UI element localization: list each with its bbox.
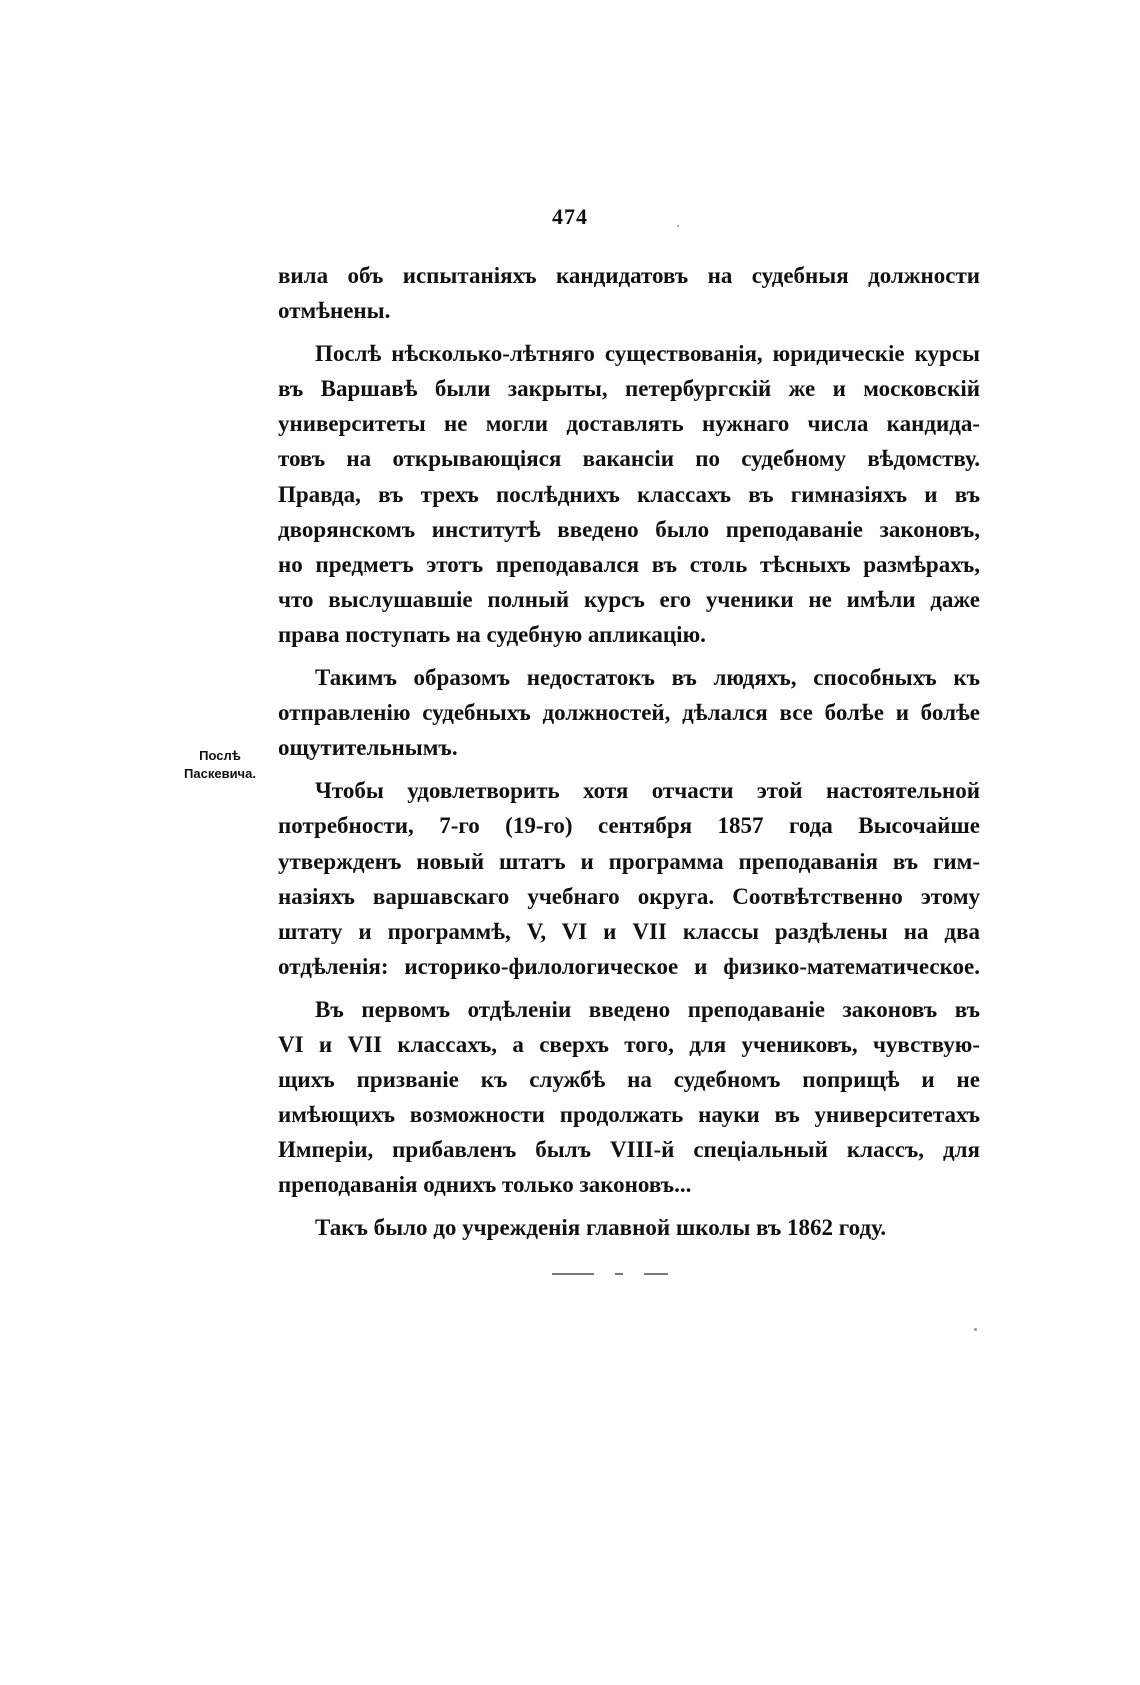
- text-line: отдѣленія: историко-филологическое и физико-математическое.: [278, 953, 980, 979]
- text-line: VI и VII классахъ, а сверхъ того, для учениковъ, чувствую-: [278, 1031, 980, 1057]
- ornament-dash: [615, 1273, 623, 1275]
- text-line: что выслушавшіе полный курсъ его ученики не имѣли даже: [278, 586, 980, 612]
- ornament-dash: [552, 1273, 594, 1275]
- text-line: Въ первомъ отдѣленіи введено преподаваніе законовъ въ: [315, 996, 980, 1022]
- margin-note-line: Паскевича.: [184, 766, 256, 781]
- text-line: университеты не могли доставлять нужнаго числа кандида-: [278, 411, 980, 437]
- body-text: [278, 258, 980, 1246]
- margin-note-line: Послѣ: [199, 748, 241, 763]
- end-ornament: [552, 1273, 668, 1276]
- text-line: преподаванія однихъ только законовъ...: [278, 1172, 692, 1198]
- text-line: Такимъ образомъ недостатокъ въ людяхъ, способныхъ къ: [315, 665, 980, 691]
- text-line: штату и программѣ, V, VI и VII классы раздѣлены на два: [278, 918, 980, 944]
- text-line: вила объ испытаніяхъ кандидатовъ на судебныя должности: [278, 263, 980, 288]
- text-line: въ Варшавѣ были закрыты, петербургскій же и московскій: [278, 376, 980, 402]
- text-line: отмѣнены.: [278, 298, 391, 324]
- text-line: имѣющихъ возможности продолжать науки въ университетахъ: [278, 1102, 980, 1128]
- text-line: отправленію судебныхъ должностей, дѣлался все болѣе и болѣе: [278, 700, 980, 726]
- text-line: назіяхъ варшавскаго учебнаго округа. Соотвѣтственно этому: [278, 883, 980, 909]
- text-line: Чтобы удовлетворить хотя отчасти этой настоятельной: [315, 778, 980, 804]
- text-line: товъ на открывающіяся вакансіи по судебному вѣдомству.: [278, 446, 980, 472]
- text-line: потребности, 7-го (19-го) сентября 1857 года Высочайше: [278, 813, 980, 839]
- text-line: ощутительнымъ.: [278, 735, 458, 761]
- text-line: Имперіи, прибавленъ былъ VIII-й спеціальный классъ, для: [278, 1137, 980, 1163]
- text-line: Послѣ нѣсколько-лѣтняго существованія, юридическіе курсы: [315, 341, 980, 367]
- text-line: но предметъ этотъ преподавался въ столь тѣсныхъ размѣрахъ,: [278, 551, 980, 577]
- text-line: щихъ призваніе къ службѣ на судебномъ поприщѣ и не: [278, 1067, 980, 1093]
- text-line: дворянскомъ институтѣ введено было преподаваніе законовъ,: [278, 516, 980, 542]
- ornament-dash: [644, 1273, 668, 1275]
- text-line: Такъ было до учрежденія главной школы въ 1862 году.: [315, 1215, 887, 1241]
- margin-note: [168, 747, 272, 783]
- scan-speck: [974, 1328, 977, 1331]
- text-line: права поступать на судебную апликацію.: [278, 621, 706, 647]
- page-number: 474: [552, 204, 588, 229]
- text-line: Правда, въ трехъ послѣднихъ классахъ въ гимназіяхъ и въ: [278, 481, 980, 507]
- text-line: утвержденъ новый штатъ и программа преподаванія въ гим-: [278, 848, 980, 874]
- scan-speck: [677, 225, 679, 227]
